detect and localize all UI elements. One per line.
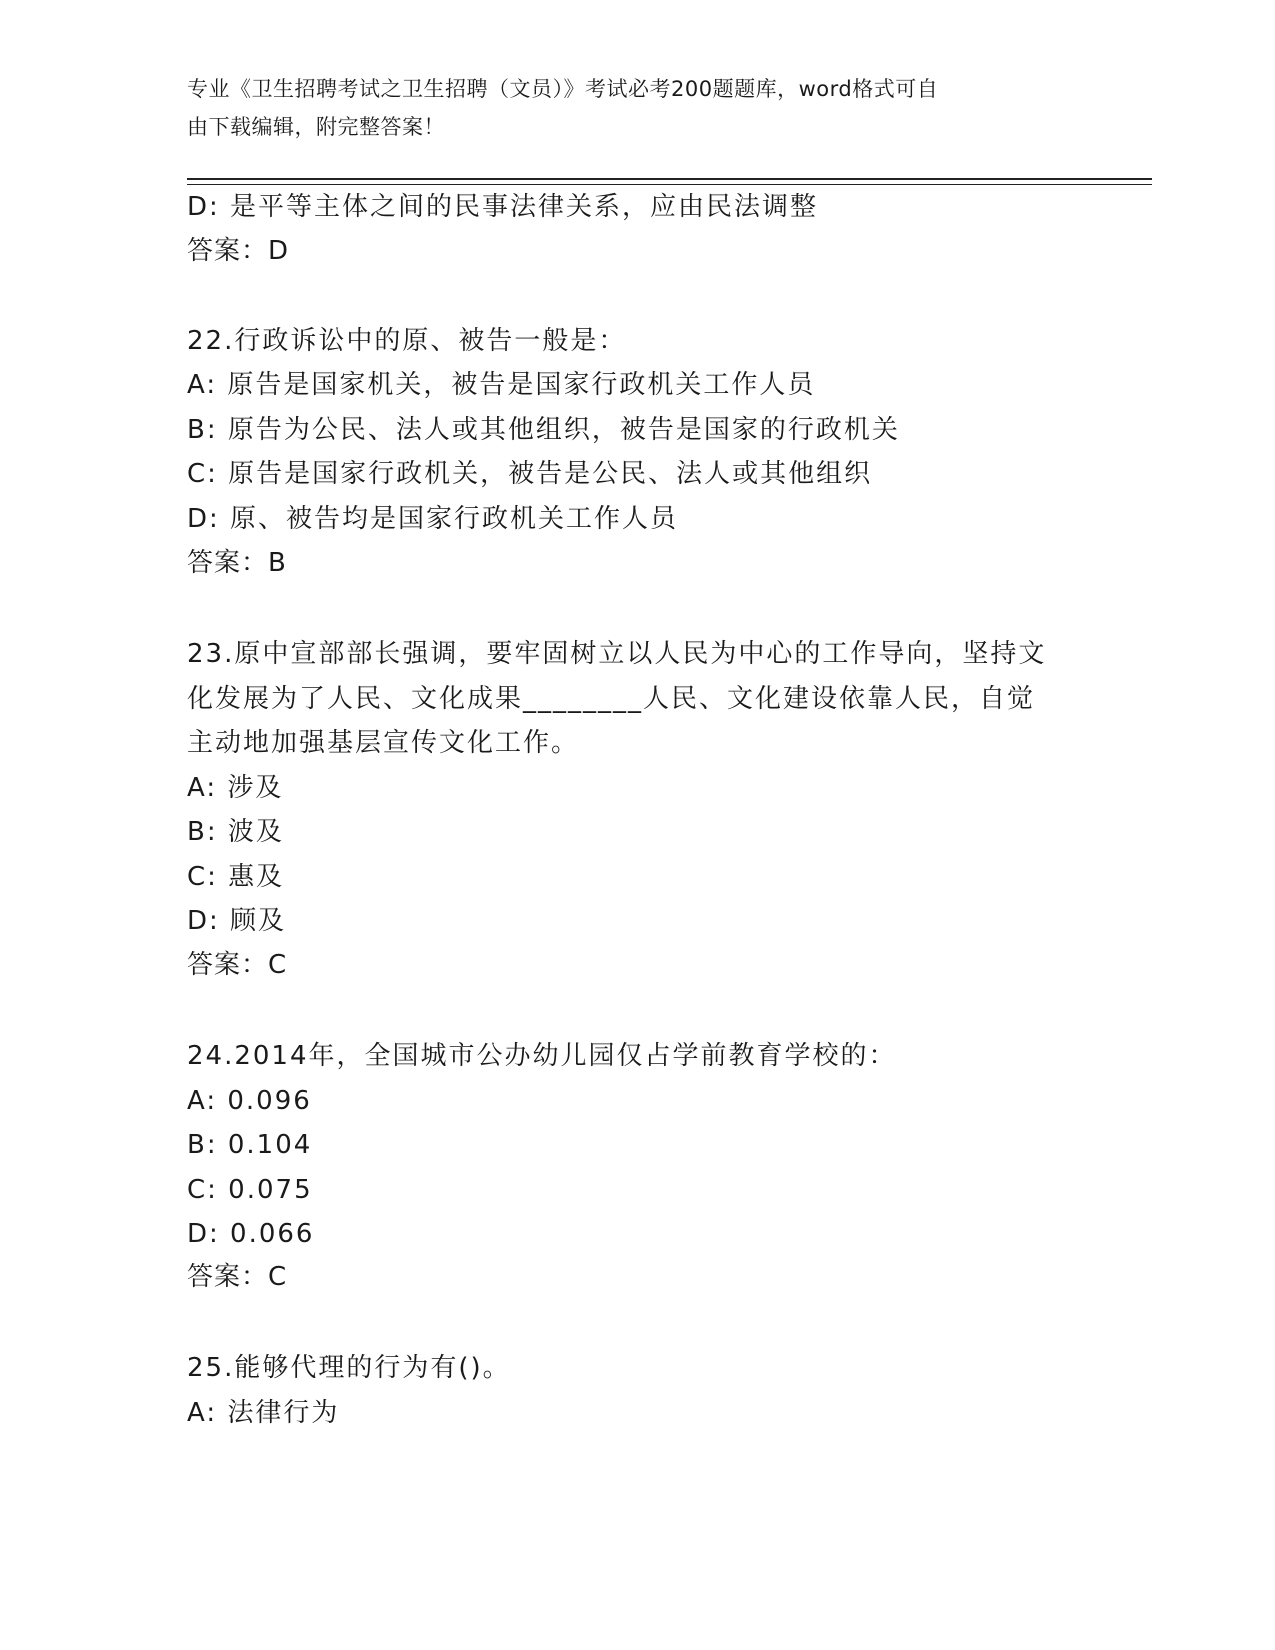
header-line-1: 专业《卫生招聘考试之卫生招聘（文员）》考试必考200题题库，word格式可自: [187, 77, 939, 101]
q24-stem: 24.2014年，全国城市公办幼儿园仅占学前教育学校的：: [187, 1041, 897, 1071]
q22-option-d: D: 原、被告均是国家行政机关工作人员: [187, 504, 679, 534]
document-header: [187, 70, 1067, 146]
q22-option-c: C: 原告是国家行政机关，被告是公民、法人或其他组织: [187, 459, 873, 489]
q24-option-d: D: 0.066: [187, 1219, 315, 1249]
q23-option-a: A: 涉及: [187, 773, 284, 803]
q24-option-b: B: 0.104: [187, 1130, 313, 1160]
q21-option-d: D: 是平等主体之间的民事法律关系，应由民法调整: [187, 192, 819, 222]
q25-stem: 25.能够代理的行为有()。: [187, 1353, 511, 1383]
q25-option-a: A: 法律行为: [187, 1398, 340, 1428]
q24-option-a: A: 0.096: [187, 1086, 312, 1116]
q23-answer: 答案：C: [187, 950, 288, 980]
q21-answer: 答案：D: [187, 236, 290, 266]
q22-option-a: A: 原告是国家机关，被告是国家行政机关工作人员: [187, 370, 816, 400]
q24-option-c: C: 0.075: [187, 1175, 313, 1205]
q22-stem: 22.行政诉讼中的原、被告一般是：: [187, 326, 627, 356]
q23-option-b: B: 波及: [187, 817, 284, 847]
q23-stem-line-2: 化发展为了人民、文化成果________人民、文化建设依靠人民，自觉: [187, 684, 1036, 714]
q22-answer: 答案：B: [187, 548, 287, 578]
q23-stem-line-3: 主动地加强基层宣传文化工作。: [187, 728, 580, 758]
header-rule-thin: [187, 184, 1152, 185]
q23-option-c: C: 惠及: [187, 862, 285, 892]
header-line-2: 由下载编辑，附完整答案！: [187, 115, 445, 139]
q23-option-d: D: 顾及: [187, 906, 287, 936]
q22-option-b: B: 原告为公民、法人或其他组织，被告是国家的行政机关: [187, 415, 900, 445]
q24-answer: 答案：C: [187, 1262, 288, 1292]
q23-stem-line-1: 23.原中宣部部长强调，要牢固树立以人民为中心的工作导向，坚持文: [187, 639, 1047, 669]
header-rule-thick: [187, 178, 1152, 180]
